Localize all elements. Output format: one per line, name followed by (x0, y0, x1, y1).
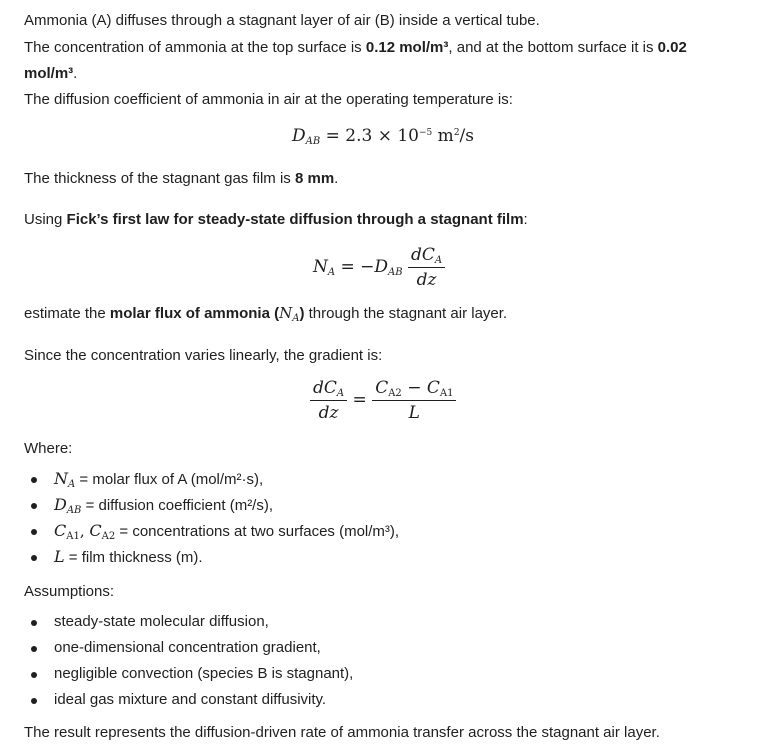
list-item: steady-state molecular diffusion, (24, 612, 353, 638)
diffusion-coefficient-equation: $D_{AB} = 2.3 \times 10^{-5}$ $m^2/s$ (292, 126, 474, 147)
list-item: $N_A$ = molar flux of A (mol/m²·s), (24, 469, 399, 495)
list-item: negligible convection (species B is stagnant), (24, 664, 353, 690)
list-item: one-dimensional concentration gradient, (24, 638, 353, 664)
intro-line-1: Ammonia (A) diffuses through a stagnant layer of air (B) inside a vertical tube. (24, 12, 540, 29)
bullet-icon (31, 529, 37, 535)
bullet-icon (31, 555, 37, 561)
bullet-icon (31, 503, 37, 509)
list-item: L = film thickness (m). (24, 547, 399, 573)
fick-law-line: Using Fick’s first law for steady-state diffusion through a stagnant film: (24, 211, 528, 228)
where-heading: Where: (24, 440, 73, 457)
bullet-icon (31, 620, 37, 626)
bullet-icon (31, 646, 37, 652)
thickness-line: The thickness of the stagnant gas film is 8 mm. (24, 170, 339, 187)
bottom-concentration-value: 0.02 (657, 39, 687, 56)
bullet-icon (31, 477, 37, 483)
fick-equation: $N_A = -D_{AB}$ $\frac{dC_A}{dz}$ (313, 245, 445, 290)
gradient-equation: $\frac{dC_A}{dz}$ = $\frac{CA2 - CA1}{L}$ (310, 378, 456, 423)
intro-line-3: The diffusion coefficient of ammonia in air at the operating temperature is: (24, 91, 513, 108)
film-thickness-value: 8 mm (294, 170, 335, 187)
list-item: $C_{A1}$, $C_{A2}$ = concentrations at two surfaces (mol/m³), (24, 521, 399, 547)
bottom-concentration-unit: mol/m³ (24, 65, 74, 82)
top-concentration: 0.12 mol/m³ (365, 39, 449, 56)
symbol-definitions-list (24, 469, 399, 573)
list-item: $D_{AB}$ = diffusion coefficient (m²/s), (24, 495, 399, 521)
linear-gradient-line: Since the concentration varies linearly, the gradient is: (24, 347, 383, 364)
concentration-gradient-fraction: $\frac{dC_A}{dz}$ (408, 245, 445, 290)
intro-line-2: The concentration of ammonia at the top surface is 0.12 mol/m³, and at the bottom surface it is 0.02 (24, 39, 687, 56)
bullet-icon (31, 672, 37, 678)
intro-line-2-cont: mol/m³. (24, 65, 78, 82)
assumptions-heading: Assumptions: (24, 583, 115, 600)
bullet-icon (31, 698, 37, 704)
estimate-line: estimate the molar flux of ammonia $(N_A)$ through the stagnant air layer. (24, 304, 508, 324)
list-item: ideal gas mixture and constant diffusivity. (24, 690, 353, 716)
assumptions-list (24, 612, 353, 716)
result-line: The result represents the diffusion-driven rate of ammonia transfer across the stagnant air layer. (24, 724, 660, 741)
